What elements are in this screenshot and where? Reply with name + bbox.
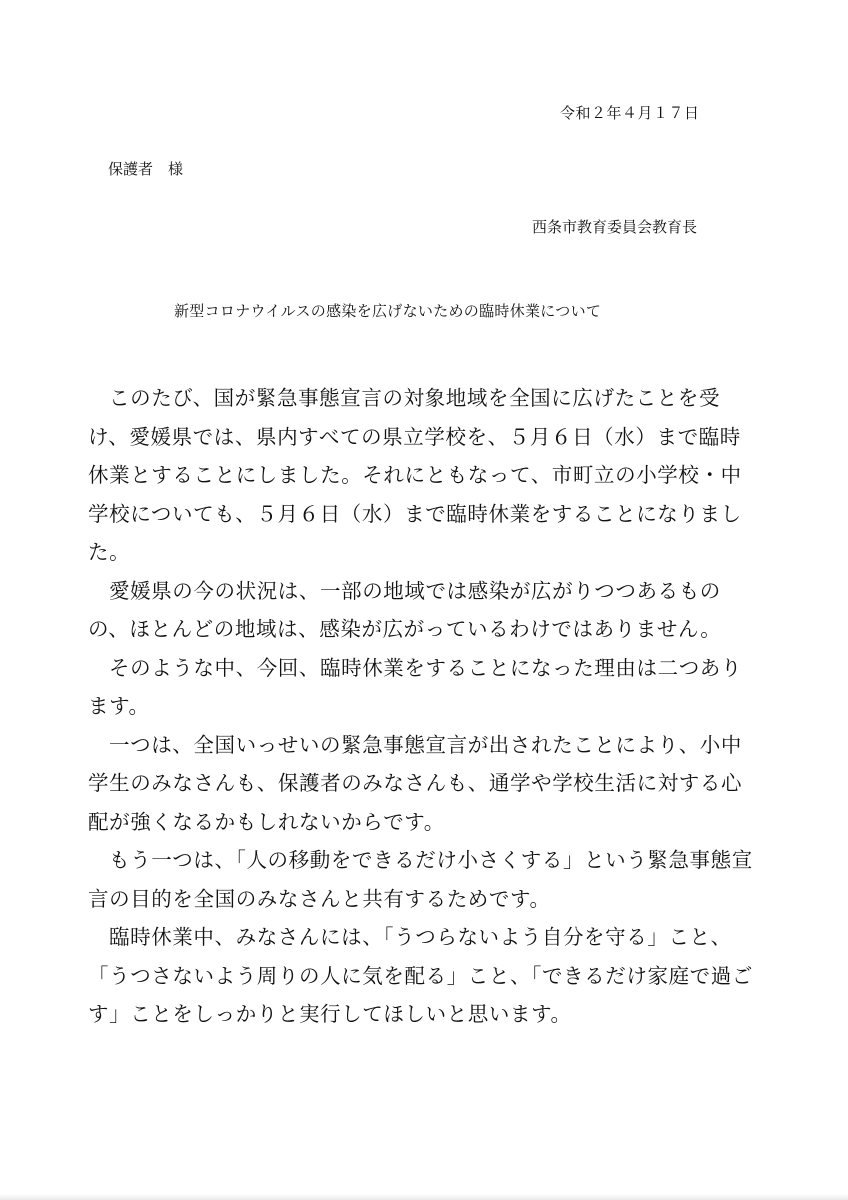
letter-body [88, 379, 758, 1034]
body-paragraph: 一つは、全国いっせいの緊急事態宣言が出されたことにより、小中学生のみなさんも、保護者のみなさんも、通学や学校生活に対する心配が強くなるかもしれないからです。 [88, 732, 743, 834]
letter-sender: 西条市教育委員会教育長 [532, 218, 698, 236]
body-paragraph: このたび、国が緊急事態宣言の対象地域を全国に広げたことを受け、愛媛県では、県内すべての県立学校を、５月６日（水）まで臨時休業とすることにしました。それにともなって、市町立の小学校・中学校についても、５月６日（水）まで臨時休業をすることになりました。 [88, 386, 742, 564]
letter-title: 新型コロナウイルスの感染を広げないための臨時休業について [174, 302, 602, 320]
letter-recipient: 保護者 様 [108, 160, 184, 178]
body-paragraph: 愛媛県の今の状況は、一部の地域では感染が広がりつつあるものの、ほとんどの地域は、感染が広がっているわけではありません。 [88, 578, 722, 641]
letter-date: 令和２年４月１７日 [560, 104, 700, 122]
body-paragraph: 臨時休業中、みなさんには、「うつらないよう自分を守る」こと、「うつさないよう周りの人に気を配る」こと、「できるだけ家庭で過ごす」ことをしっかりと実行してほしいと思います。 [88, 925, 753, 1026]
body-paragraph: もう一つは、「人の移動をできるだけ小さくする」という緊急事態宣言の目的を全国のみなさんと共有するためです。 [88, 848, 753, 911]
scan-edge-shadow [0, 1194, 848, 1200]
body-paragraph: そのような中、今回、臨時休業をすることになった理由は二つあります。 [88, 655, 742, 718]
